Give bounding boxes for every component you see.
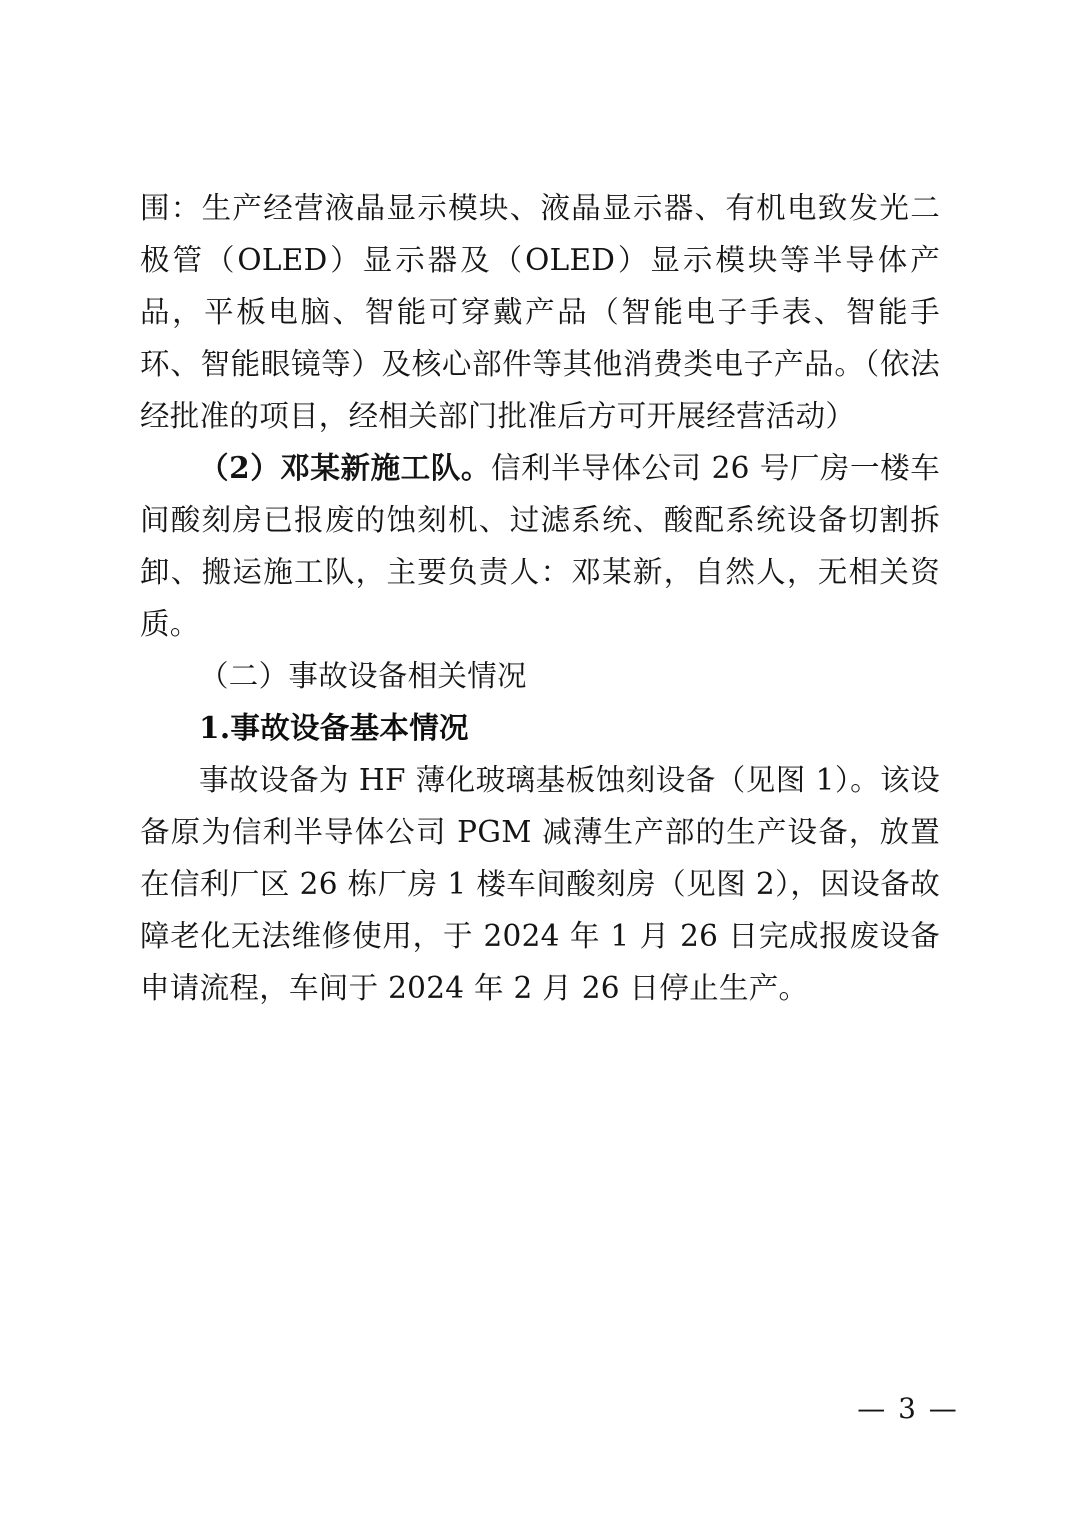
paragraph-construction-team [140, 442, 940, 650]
page-number: — 3 — [857, 1392, 959, 1425]
paragraph-text: 围：生产经营液晶显示模块、液晶显示器、有机电致发光二极管（OLED）显示器及（OLED）显示模块等半导体产品，平板电脑、智能可穿戴产品（智能电子手表、智能手环、智能眼镜等）及核心部件等其他消费类电子产品。（依法经批准的项目，经相关部门批准后方可开展经营活动） [140, 191, 940, 433]
paragraph-text: 信利半导体公司 26 号厂房一楼车间酸刻房已报废的蚀刻机、过滤系统、酸配系统设备切割拆卸、搬运施工队，主要负责人：邓某新，自然人，无相关资质。 [140, 451, 940, 641]
paragraph-section-two [140, 650, 940, 702]
heading-equipment-basics [140, 702, 940, 754]
paragraph-text: （二）事故设备相关情况 [199, 659, 527, 693]
paragraph-lead: （2）邓某新施工队。 [199, 450, 491, 485]
page-footer [0, 1392, 1080, 1425]
paragraph-text: 事故设备为 HF 薄化玻璃基板蚀刻设备（见图 1）。该设备原为信利半导体公司 PGM 减薄生产部的生产设备，放置在信利厂区 26 栋厂房 1 楼车间酸刻房（见图 2），因设备故障老化无法维修使用，于 2024 年 1 月 26 日完成报废设备申请流程，车间于 2024 年 2 月 26 日停止生产。 [140, 763, 940, 1005]
paragraph-with-lead [140, 442, 940, 650]
paragraph-equipment-description [140, 754, 940, 1014]
document-body [140, 182, 940, 1014]
heading-text: 1.事故设备基本情况 [199, 710, 469, 745]
paragraph-business-scope [140, 182, 940, 442]
